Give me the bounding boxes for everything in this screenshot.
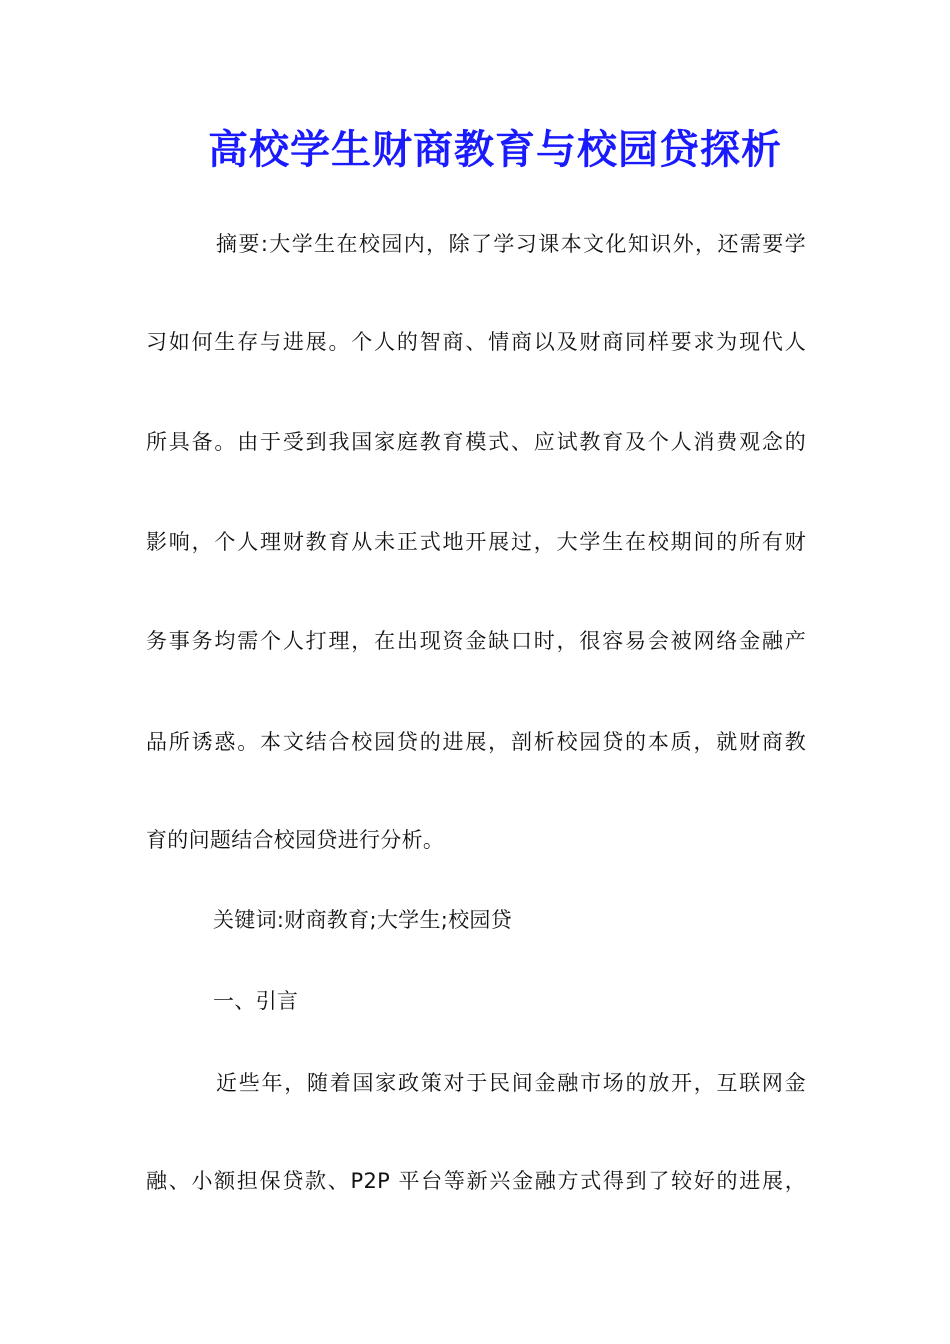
abstract-line-1: 摘要:大学生在校园内，除了学习课本文化知识外，还需要学 [216,232,806,256]
abstract-line-2: 习如何生存与进展。个人的智商、情商以及财商同样要求为现代人 [146,330,806,354]
intro-line-1: 近些年，随着国家政策对于民间金融市场的放开，互联网金 [216,1071,806,1095]
abstract-line-7: 育的问题结合校园贷进行分析。 [146,828,445,852]
keywords-line: 关键词:财商教育;大学生;校园贷 [213,908,513,932]
document-title: 高校学生财商教育与校园贷探析 [208,126,782,173]
intro-line-2: 融、小额担保贷款、P2P 平台等新兴金融方式得到了较好的进展， [146,1169,806,1193]
section-heading: 一、引言 [213,989,299,1013]
abstract-line-5: 务事务均需个人打理，在出现资金缺口时，很容易会被网络金融产 [146,629,806,653]
abstract-line-3: 所具备。由于受到我国家庭教育模式、应试教育及个人消费观念的 [146,430,806,454]
abstract-line-4: 影响，个人理财教育从未正式地开展过，大学生在校期间的所有财 [146,530,806,554]
abstract-line-6: 品所诱惑。本文结合校园贷的进展，剖析校园贷的本质，就财商教 [146,730,806,754]
